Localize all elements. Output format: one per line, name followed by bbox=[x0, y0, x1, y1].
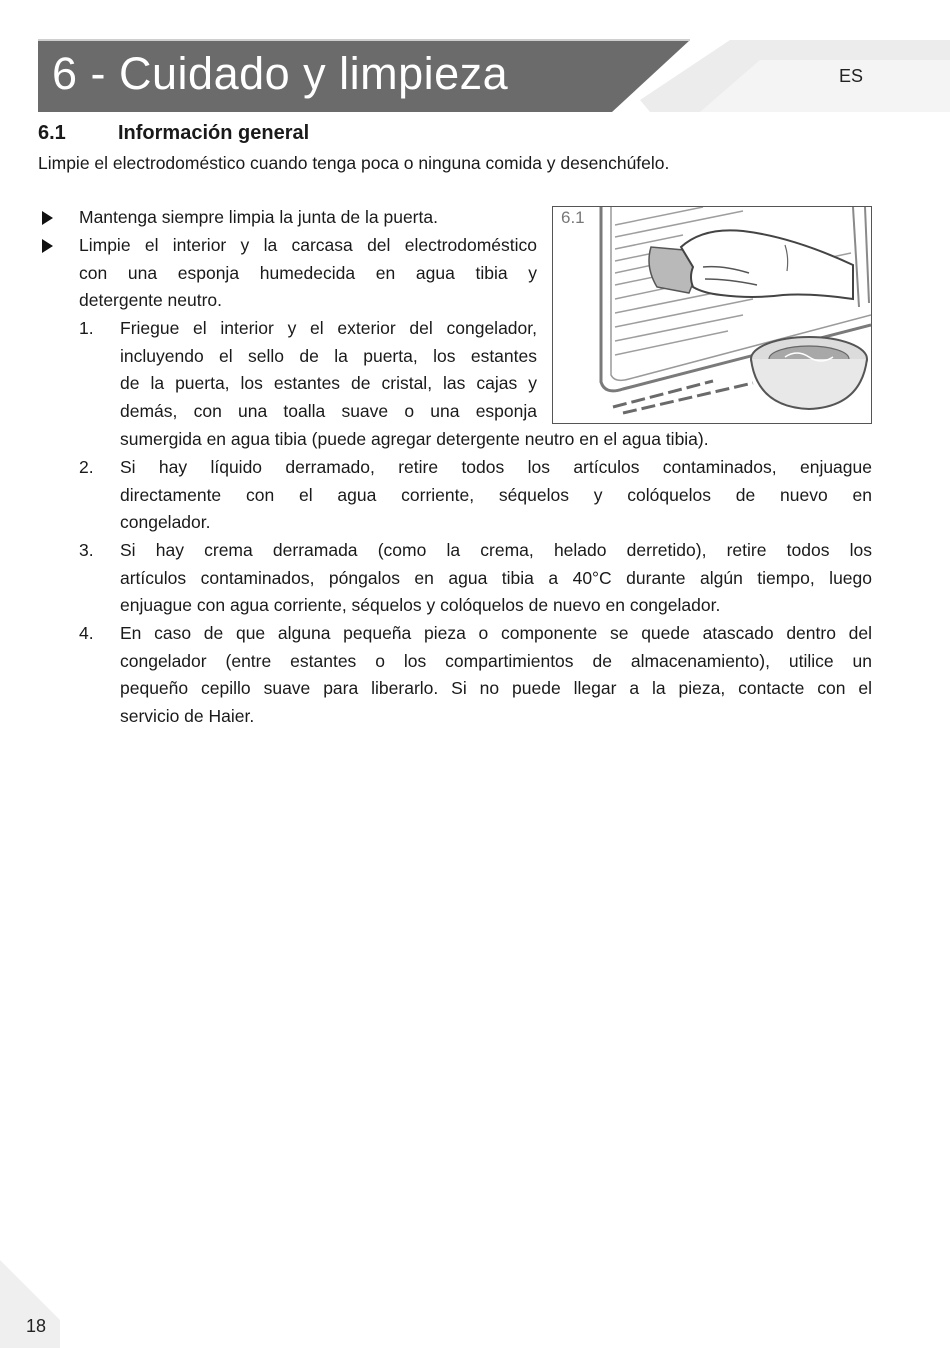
bullet-line: detergente neutro. bbox=[79, 290, 223, 311]
step-line: congelador. bbox=[120, 512, 211, 533]
intro-paragraph: Limpie el electrodoméstico cuando tenga poca o ninguna comida y desenchúfelo. bbox=[38, 153, 670, 173]
step-line: de la puerta, los estantes de cristal, las cajas y bbox=[120, 373, 537, 394]
page-header bbox=[0, 0, 950, 130]
step-line: congelador (entre estantes o los compartimientos de almacenamiento), utilice un bbox=[120, 650, 872, 671]
bullet-line: Limpie el interior y la carcasa del electrodoméstico bbox=[79, 235, 537, 255]
bullet-line: Mantenga siempre limpia la junta de la puerta. bbox=[79, 207, 438, 227]
step-line: demás, con una toalla suave o una esponja bbox=[120, 401, 537, 422]
chapter-title: 6 - Cuidado y limpieza bbox=[52, 48, 509, 99]
step-line: Si hay crema derramada (como la crema, helado derretido), retire todos los bbox=[120, 540, 872, 560]
step-line: enjuague con agua corriente, séquelos y colóquelos de nuevo en congelador. bbox=[120, 595, 721, 616]
page-number: 18 bbox=[26, 1316, 47, 1336]
step-line: artículos contaminados, póngalos en agua tibia a 40°C durante algún tiempo, luego bbox=[120, 567, 872, 588]
triangle-bullet-icon bbox=[42, 239, 53, 253]
step-line: incluyendo el sello de la puerta, los estantes bbox=[120, 345, 537, 366]
language-label: ES bbox=[839, 66, 864, 86]
section-heading bbox=[38, 122, 309, 145]
step-line: directamente con el agua corriente, séquelos y colóquelos de nuevo en bbox=[120, 484, 872, 505]
step-line: sumergida en agua tibia (puede agregar detergente neutro en el agua tibia). bbox=[120, 428, 709, 449]
step-line: Friegue el interior y el exterior del congelador, bbox=[120, 318, 537, 338]
freezer-cleaning-icon bbox=[553, 207, 872, 424]
bullet-line: con una esponja humedecida en agua tibia y bbox=[79, 262, 537, 283]
step-line: servicio de Haier. bbox=[120, 706, 255, 727]
section-title: Información general bbox=[118, 122, 310, 144]
section-number: 6.1 bbox=[38, 122, 66, 144]
freezer-cleaning-illustration bbox=[552, 206, 872, 424]
step-line: En caso de que alguna pequeña pieza o componente se quede atascado dentro del bbox=[120, 623, 872, 643]
step-line: pequeño cepillo suave para liberarlo. Si no puede llegar a la pieza, contacte con el bbox=[120, 678, 872, 699]
step-line: Si hay líquido derramado, retire todos los artículos contaminados, enjuague bbox=[120, 457, 872, 477]
step-number: 2. bbox=[79, 457, 94, 477]
step-number: 1. bbox=[79, 318, 94, 338]
step-number: 3. bbox=[79, 540, 94, 560]
figure-label: 6.1 bbox=[561, 208, 585, 227]
triangle-bullet-icon bbox=[42, 211, 53, 225]
step-number: 4. bbox=[79, 623, 94, 643]
